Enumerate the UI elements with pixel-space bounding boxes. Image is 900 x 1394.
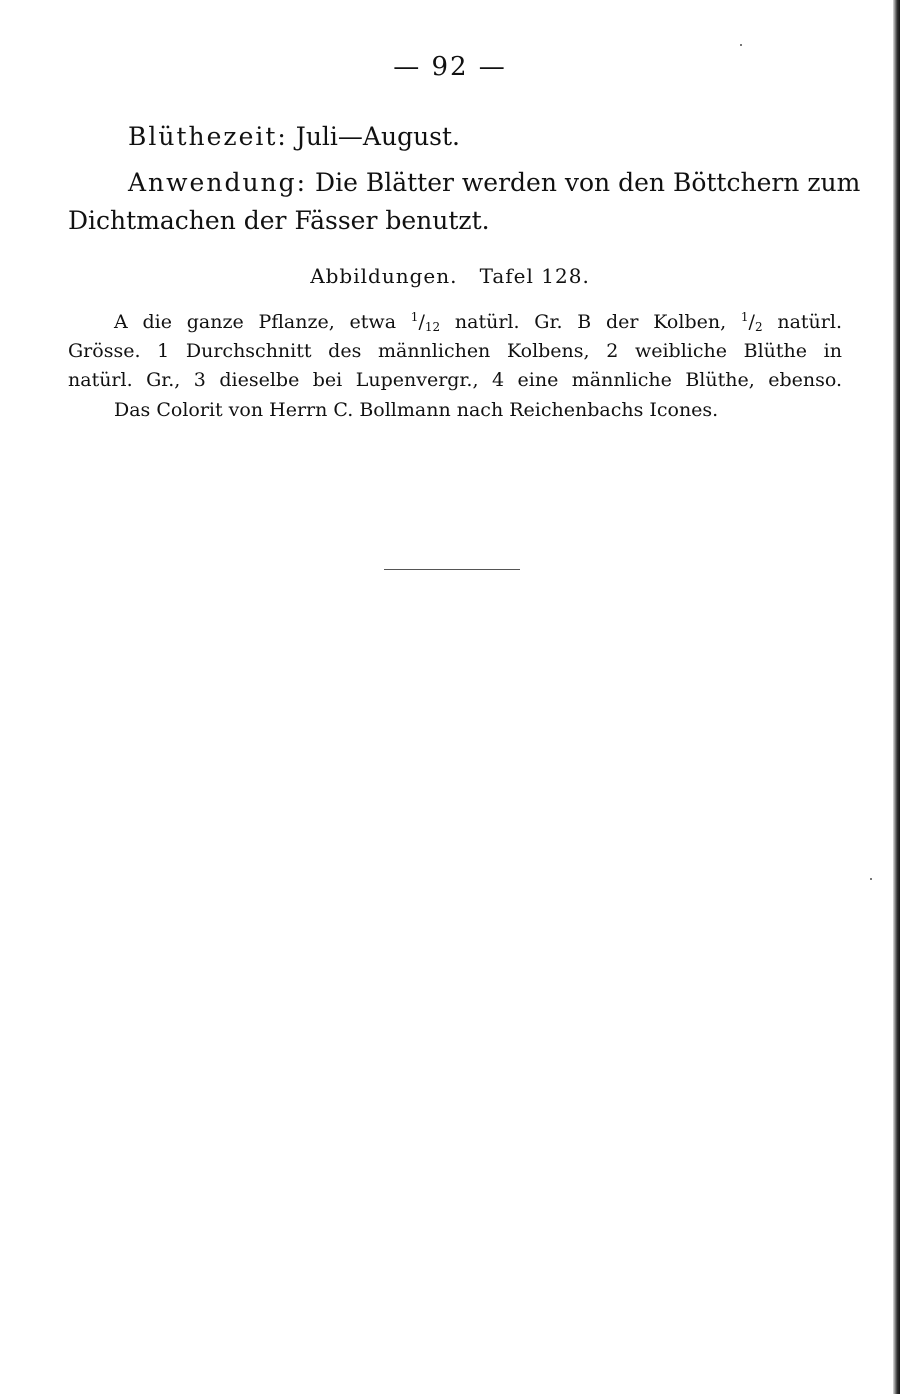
anwendung-line-1 — [128, 168, 861, 197]
section-divider — [384, 569, 520, 570]
frac2-num: 1 — [740, 310, 749, 324]
page-edge-shadow — [893, 0, 900, 1394]
anwendung-text-1: Die Blätter werden von den Böttchern zum — [315, 168, 861, 197]
frac1-num: 1 — [410, 310, 419, 324]
tafel-label: Tafel 128. — [479, 264, 590, 288]
caption-line-4: Das Colorit von Herrn C. Bollmann nach Reichenbachs Icones. — [114, 399, 719, 421]
frac2-den: 2 — [754, 320, 763, 334]
caption-line-2: Grösse. 1 Durchschnitt des männlichen Kolbens, 2 weibliche Blüthe in — [68, 340, 842, 362]
bluetezeit-text: Juli—August. — [295, 122, 460, 151]
caption-part-a: A die ganze Pflanze, etwa — [114, 311, 397, 333]
fraction-1-2: $^1/_2$ — [740, 310, 763, 334]
fraction-1-12: $^1/_{12}$ — [410, 310, 441, 334]
bluetezeit-label: Blüthezeit: — [128, 122, 288, 151]
caption-part-b: natürl. Gr. B der Kolben, — [454, 311, 727, 333]
caption-line-3: natürl. Gr., 3 dieselbe bei Lupenvergr., 4 eine männliche Blüthe, ebenso. — [68, 369, 842, 391]
frac1-den: 12 — [424, 320, 441, 334]
caption-line-1 — [114, 310, 842, 334]
abbildungen-heading — [0, 264, 900, 288]
page-number: — 92 — — [393, 52, 507, 82]
scan-speck — [740, 44, 742, 46]
bluetezeit-line — [128, 122, 460, 151]
abbildungen-label: Abbildungen. — [310, 264, 458, 288]
anwendung-line-2: Dichtmachen der Fässer benutzt. — [68, 206, 490, 235]
caption-part-c: natürl. — [777, 311, 842, 333]
scan-speck — [870, 878, 872, 880]
anwendung-label: Anwendung: — [128, 168, 308, 197]
